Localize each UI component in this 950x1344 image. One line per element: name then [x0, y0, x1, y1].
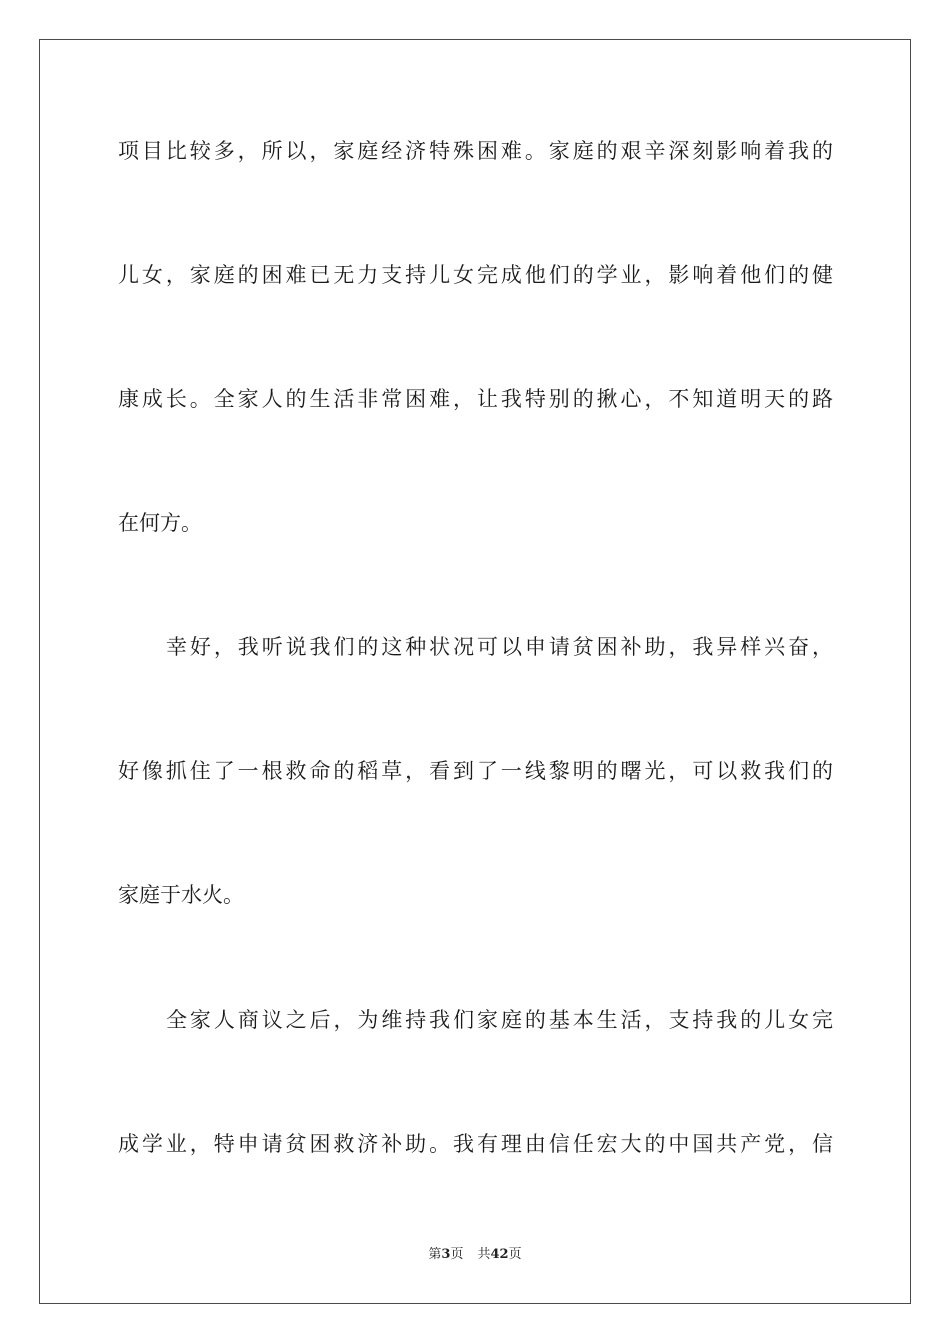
page-footer — [0, 1246, 950, 1264]
text-line: 康成长。全家人的生活非常困难，让我特别的揪心，不知道明天的路 — [118, 387, 833, 411]
page-border — [39, 39, 911, 1304]
total-pages: 42 — [490, 1247, 509, 1262]
page-number: 3 — [441, 1247, 451, 1262]
text-line: 全家人商议之后，为维持我们家庭的基本生活，支持我的儿女完 — [166, 1008, 833, 1032]
text-line: 幸好，我听说我们的这种状况可以申请贫困补助，我异样兴奋， — [166, 635, 833, 659]
text-line: 项目比较多，所以，家庭经济特殊困难。家庭的艰辛深刻影响着我的 — [118, 139, 833, 163]
text-line: 好像抓住了一根救命的稻草，看到了一线黎明的曙光，可以救我们的 — [118, 759, 833, 783]
text-line: 家庭于水火。 — [118, 883, 244, 907]
text-line: 儿女，家庭的困难已无力支持儿女完成他们的学业，影响着他们的健 — [118, 263, 833, 287]
text-line: 在何方。 — [118, 511, 202, 535]
page-prefix: 第 — [428, 1247, 442, 1262]
total-suffix: 页 — [508, 1247, 522, 1262]
total-prefix: 共 — [477, 1247, 491, 1262]
text-line: 成学业，特申请贫困救济补助。我有理由信任宏大的中国共产党，信 — [118, 1132, 833, 1156]
page-suffix: 页 — [450, 1247, 464, 1262]
